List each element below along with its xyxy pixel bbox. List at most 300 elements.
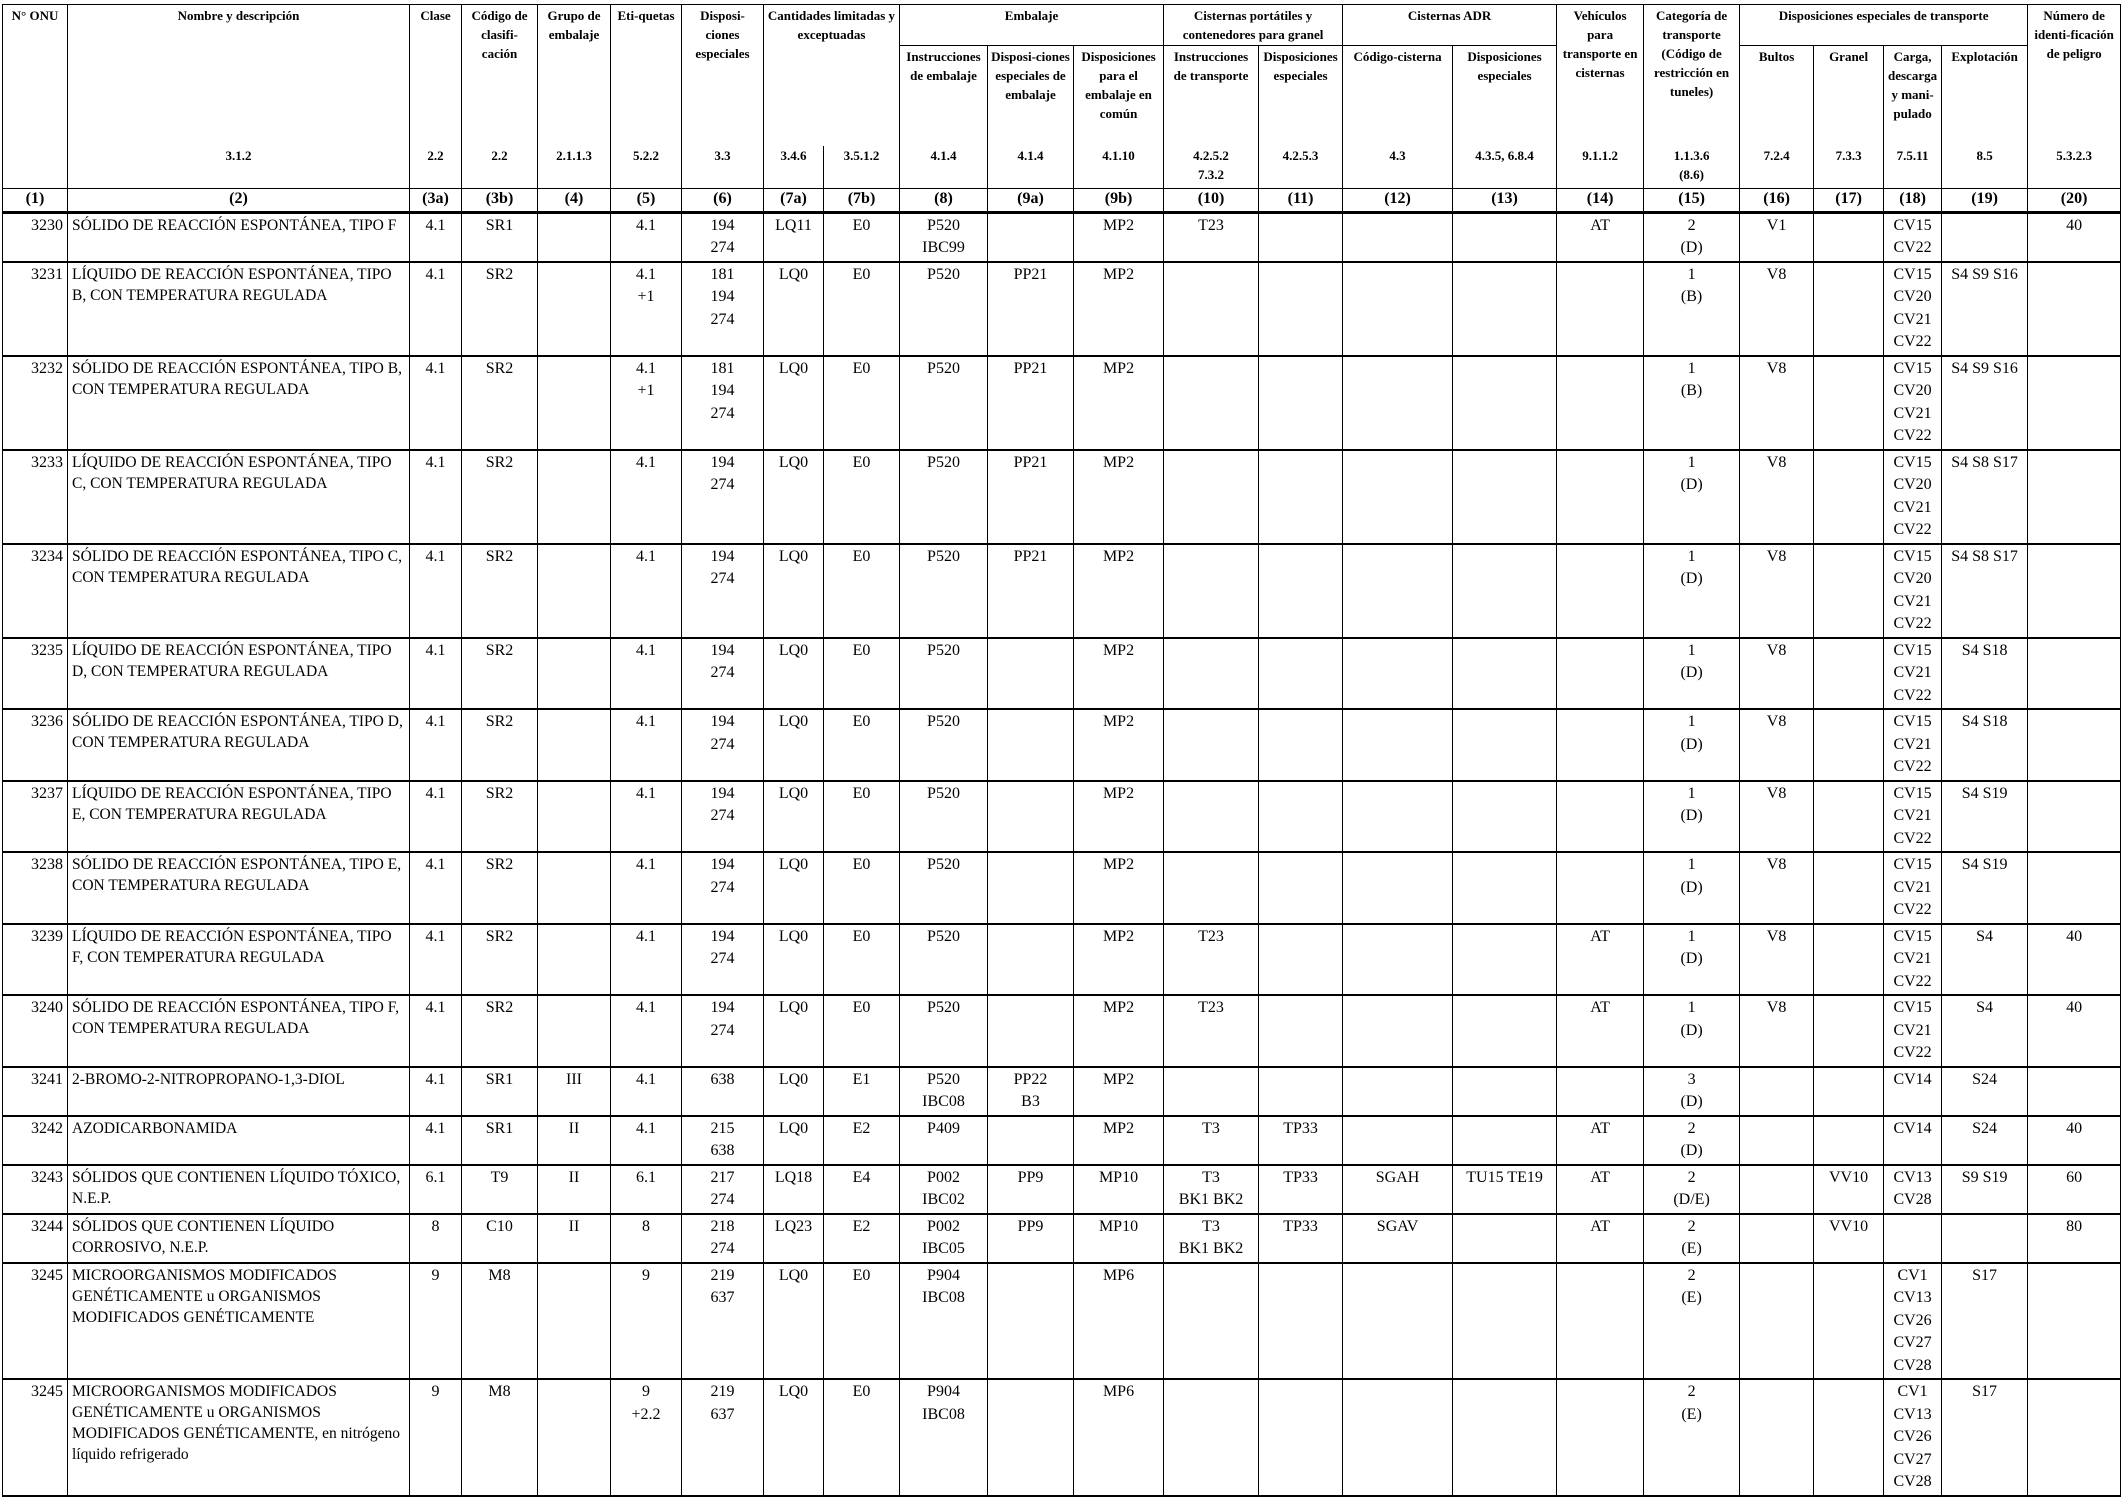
data-cell: P409 bbox=[900, 1116, 988, 1165]
data-cell: 194 274 bbox=[682, 450, 764, 544]
data-cell bbox=[1740, 1067, 1814, 1116]
data-cell: CV1 CV13 CV26 CV27 CV28 bbox=[1884, 1379, 1942, 1496]
data-cell bbox=[1259, 852, 1343, 924]
name-cell: SÓLIDO DE REACCIÓN ESPONTÁNEA, TIPO B, CON TEMPERATURA REGULADA bbox=[68, 356, 410, 450]
header-special-packing: Disposi-ciones especiales de embalaje bbox=[988, 46, 1074, 146]
data-cell bbox=[1164, 1263, 1259, 1380]
column-number-cell: (20) bbox=[2028, 188, 2121, 212]
data-cell: PP22 B3 bbox=[988, 1067, 1074, 1116]
data-cell: T23 bbox=[1164, 924, 1259, 996]
data-cell: LQ0 bbox=[764, 995, 824, 1067]
un-number-cell: 3237 bbox=[3, 781, 68, 853]
data-cell bbox=[1453, 262, 1557, 356]
data-cell bbox=[538, 1263, 611, 1380]
data-cell: V8 bbox=[1740, 356, 1814, 450]
data-cell: SR2 bbox=[462, 356, 538, 450]
data-cell: LQ0 bbox=[764, 1067, 824, 1116]
un-number-cell: 3245 bbox=[3, 1379, 68, 1496]
data-cell: M8 bbox=[462, 1263, 538, 1380]
data-cell: CV13 CV28 bbox=[1884, 1165, 1942, 1214]
data-cell: P002 IBC02 bbox=[900, 1165, 988, 1214]
name-cell: LÍQUIDO DE REACCIÓN ESPONTÁNEA, TIPO B, CON TEMPERATURA REGULADA bbox=[68, 262, 410, 356]
column-number-row bbox=[3, 188, 2121, 212]
data-cell bbox=[2028, 638, 2121, 710]
data-cell bbox=[1343, 1067, 1453, 1116]
data-cell bbox=[1814, 852, 1884, 924]
data-cell: 80 bbox=[2028, 1214, 2121, 1263]
data-cell: TP33 bbox=[1259, 1165, 1343, 1214]
data-cell bbox=[1259, 1263, 1343, 1380]
data-cell bbox=[1814, 212, 1884, 262]
header-packing-instructions: Instrucciones de embalaje bbox=[900, 46, 988, 146]
column-number-cell: (1) bbox=[3, 188, 68, 212]
data-cell: 194 274 bbox=[682, 995, 764, 1067]
data-cell bbox=[988, 212, 1074, 262]
data-cell bbox=[1343, 1116, 1453, 1165]
column-number-cell: (9a) bbox=[988, 188, 1074, 212]
reference-cell: 4.1.10 bbox=[1074, 146, 1164, 189]
data-cell bbox=[1259, 544, 1343, 638]
data-cell bbox=[1453, 212, 1557, 262]
data-cell bbox=[1814, 1116, 1884, 1165]
data-cell: S17 bbox=[1942, 1263, 2028, 1380]
data-cell bbox=[1259, 1067, 1343, 1116]
data-cell: S4 S19 bbox=[1942, 852, 2028, 924]
data-cell: 219 637 bbox=[682, 1379, 764, 1496]
table-body bbox=[3, 212, 2121, 1496]
data-cell: 4.1 bbox=[410, 1116, 462, 1165]
name-cell: LÍQUIDO DE REACCIÓN ESPONTÁNEA, TIPO E, CON TEMPERATURA REGULADA bbox=[68, 781, 410, 853]
un-number-cell: 3236 bbox=[3, 709, 68, 781]
data-cell bbox=[1814, 709, 1884, 781]
header-mixed-packing: Disposiciones para el embalaje en común bbox=[1074, 46, 1164, 146]
data-cell: CV15 CV21 CV22 bbox=[1884, 924, 1942, 996]
data-cell: CV15 CV21 CV22 bbox=[1884, 852, 1942, 924]
data-cell bbox=[1942, 1214, 2028, 1263]
data-cell bbox=[1343, 1263, 1453, 1380]
data-cell: 4.1 bbox=[410, 544, 462, 638]
name-cell: SÓLIDO DE REACCIÓN ESPONTÁNEA, TIPO F bbox=[68, 212, 410, 262]
data-cell bbox=[1343, 995, 1453, 1067]
data-cell: E2 bbox=[824, 1116, 900, 1165]
data-cell: LQ0 bbox=[764, 356, 824, 450]
data-cell: 60 bbox=[2028, 1165, 2121, 1214]
data-cell: 194 274 bbox=[682, 709, 764, 781]
data-cell: 1 (B) bbox=[1644, 262, 1740, 356]
data-cell: MP2 bbox=[1074, 212, 1164, 262]
data-cell: 2 (D/E) bbox=[1644, 1165, 1740, 1214]
data-cell: MP6 bbox=[1074, 1263, 1164, 1380]
data-cell bbox=[538, 781, 611, 853]
data-cell bbox=[1740, 1116, 1814, 1165]
data-cell bbox=[538, 995, 611, 1067]
data-cell: 4.1 bbox=[410, 852, 462, 924]
data-cell bbox=[1557, 1379, 1644, 1496]
data-cell bbox=[1557, 1263, 1644, 1380]
data-cell bbox=[2028, 781, 2121, 853]
data-cell: 1 (D) bbox=[1644, 709, 1740, 781]
table-row bbox=[3, 1116, 2121, 1165]
dangerous-goods-table bbox=[2, 4, 2121, 1497]
table-row bbox=[3, 924, 2121, 996]
data-cell: III bbox=[538, 1067, 611, 1116]
name-cell: 2-BROMO-2-NITROPROPANO-1,3-DIOL bbox=[68, 1067, 410, 1116]
data-cell bbox=[1343, 781, 1453, 853]
data-cell: P520 bbox=[900, 638, 988, 710]
data-cell: 1 (D) bbox=[1644, 450, 1740, 544]
data-cell bbox=[2028, 356, 2121, 450]
data-cell bbox=[988, 1116, 1074, 1165]
data-cell bbox=[2028, 1067, 2121, 1116]
name-cell: SÓLIDO DE REACCIÓN ESPONTÁNEA, TIPO F, CON TEMPERATURA REGULADA bbox=[68, 995, 410, 1067]
data-cell bbox=[1557, 709, 1644, 781]
data-cell bbox=[1164, 262, 1259, 356]
data-cell: PP9 bbox=[988, 1214, 1074, 1263]
data-cell bbox=[988, 1263, 1074, 1380]
data-cell: E2 bbox=[824, 1214, 900, 1263]
table-row bbox=[3, 544, 2121, 638]
header-pt-special: Disposiciones especiales bbox=[1259, 46, 1343, 146]
data-cell: SR2 bbox=[462, 709, 538, 781]
data-cell: 4.1 bbox=[611, 1067, 682, 1116]
data-cell: MP2 bbox=[1074, 638, 1164, 710]
data-cell: LQ0 bbox=[764, 709, 824, 781]
data-cell bbox=[1164, 544, 1259, 638]
un-number-cell: 3242 bbox=[3, 1116, 68, 1165]
data-cell: 6.1 bbox=[410, 1165, 462, 1214]
un-number-cell: 3243 bbox=[3, 1165, 68, 1214]
data-cell: 215 638 bbox=[682, 1116, 764, 1165]
un-number-cell: 3244 bbox=[3, 1214, 68, 1263]
data-cell: 40 bbox=[2028, 212, 2121, 262]
data-cell: PP9 bbox=[988, 1165, 1074, 1214]
data-cell: P520 bbox=[900, 852, 988, 924]
data-cell: V8 bbox=[1740, 262, 1814, 356]
data-cell bbox=[1453, 924, 1557, 996]
data-cell: V8 bbox=[1740, 709, 1814, 781]
reference-cell: 1.1.3.6 (8.6) bbox=[1644, 146, 1740, 189]
table-row bbox=[3, 1165, 2121, 1214]
data-cell: 4.1 bbox=[410, 450, 462, 544]
data-cell: 1 (D) bbox=[1644, 544, 1740, 638]
column-number-cell: (14) bbox=[1557, 188, 1644, 212]
data-cell bbox=[1453, 1263, 1557, 1380]
data-cell: 4.1 bbox=[410, 924, 462, 996]
data-cell: 194 274 bbox=[682, 781, 764, 853]
reference-cell: 3.3 bbox=[682, 146, 764, 189]
data-cell: LQ0 bbox=[764, 450, 824, 544]
data-cell bbox=[1259, 212, 1343, 262]
data-cell: E0 bbox=[824, 212, 900, 262]
column-number-cell: (18) bbox=[1884, 188, 1942, 212]
column-number-cell: (15) bbox=[1644, 188, 1740, 212]
data-cell bbox=[1343, 709, 1453, 781]
data-cell: E0 bbox=[824, 781, 900, 853]
data-cell: E0 bbox=[824, 995, 900, 1067]
un-number-cell: 3232 bbox=[3, 356, 68, 450]
data-cell bbox=[1343, 212, 1453, 262]
data-cell bbox=[1259, 356, 1343, 450]
data-cell: 4.1 bbox=[410, 638, 462, 710]
data-cell: V8 bbox=[1740, 995, 1814, 1067]
header-name: Nombre y descripción bbox=[68, 5, 410, 146]
name-cell: SÓLIDO DE REACCIÓN ESPONTÁNEA, TIPO E, CON TEMPERATURA REGULADA bbox=[68, 852, 410, 924]
data-cell: MP10 bbox=[1074, 1214, 1164, 1263]
data-cell bbox=[1453, 1116, 1557, 1165]
data-cell: 2 (E) bbox=[1644, 1379, 1740, 1496]
data-cell: LQ23 bbox=[764, 1214, 824, 1263]
data-cell bbox=[1942, 212, 2028, 262]
name-cell: SÓLIDO DE REACCIÓN ESPONTÁNEA, TIPO D, CON TEMPERATURA REGULADA bbox=[68, 709, 410, 781]
data-cell: LQ0 bbox=[764, 1116, 824, 1165]
data-cell: CV15 CV21 CV22 bbox=[1884, 709, 1942, 781]
header-special-transport: Disposiciones especiales de transporte bbox=[1740, 5, 2028, 46]
data-cell: P520 IBC99 bbox=[900, 212, 988, 262]
data-cell bbox=[1259, 781, 1343, 853]
un-number-cell: 3239 bbox=[3, 924, 68, 996]
column-number-cell: (3b) bbox=[462, 188, 538, 212]
data-cell: LQ0 bbox=[764, 1263, 824, 1380]
name-cell: MICROORGANISMOS MODIFICADOS GENÉTICAMENTE u ORGANISMOS MODIFICADOS GENÉTICAMENTE bbox=[68, 1263, 410, 1380]
data-cell: SR2 bbox=[462, 544, 538, 638]
data-cell bbox=[1259, 709, 1343, 781]
data-cell bbox=[1814, 995, 1884, 1067]
data-cell bbox=[1740, 1214, 1814, 1263]
data-cell: E0 bbox=[824, 450, 900, 544]
data-cell bbox=[988, 638, 1074, 710]
data-cell: 40 bbox=[2028, 924, 2121, 996]
header-pt-instructions: Instrucciones de transporte bbox=[1164, 46, 1259, 146]
data-cell bbox=[538, 709, 611, 781]
data-cell bbox=[1453, 638, 1557, 710]
table-row bbox=[3, 1214, 2121, 1263]
data-cell: 4.1 bbox=[410, 995, 462, 1067]
data-cell: 4.1 bbox=[410, 262, 462, 356]
data-cell: E1 bbox=[824, 1067, 900, 1116]
data-cell: MP2 bbox=[1074, 1067, 1164, 1116]
data-cell: 218 274 bbox=[682, 1214, 764, 1263]
data-cell bbox=[1453, 852, 1557, 924]
data-cell bbox=[1814, 781, 1884, 853]
data-cell: P520 bbox=[900, 544, 988, 638]
data-cell: S4 S8 S17 bbox=[1942, 544, 2028, 638]
data-cell: VV10 bbox=[1814, 1214, 1884, 1263]
data-cell: SGAH bbox=[1343, 1165, 1453, 1214]
data-cell: VV10 bbox=[1814, 1165, 1884, 1214]
data-cell bbox=[1164, 1379, 1259, 1496]
data-cell: MP2 bbox=[1074, 709, 1164, 781]
column-number-cell: (11) bbox=[1259, 188, 1343, 212]
data-cell: AT bbox=[1557, 212, 1644, 262]
data-cell bbox=[1343, 852, 1453, 924]
data-cell: 4.1 bbox=[611, 781, 682, 853]
data-cell: MP2 bbox=[1074, 781, 1164, 853]
data-cell: P520 IBC08 bbox=[900, 1067, 988, 1116]
data-cell: S4 S18 bbox=[1942, 638, 2028, 710]
data-cell: 638 bbox=[682, 1067, 764, 1116]
un-number-cell: 3231 bbox=[3, 262, 68, 356]
data-cell bbox=[1164, 450, 1259, 544]
data-cell: CV14 bbox=[1884, 1067, 1942, 1116]
column-number-cell: (6) bbox=[682, 188, 764, 212]
data-cell: CV15 CV20 CV21 CV22 bbox=[1884, 544, 1942, 638]
data-cell: P520 bbox=[900, 356, 988, 450]
data-cell: MP10 bbox=[1074, 1165, 1164, 1214]
data-cell bbox=[1164, 638, 1259, 710]
data-cell: S9 S19 bbox=[1942, 1165, 2028, 1214]
data-cell: E0 bbox=[824, 544, 900, 638]
data-cell: 4.1 bbox=[410, 1067, 462, 1116]
data-cell bbox=[1259, 450, 1343, 544]
reference-cell bbox=[3, 146, 68, 189]
name-cell: SÓLIDOS QUE CONTIENEN LÍQUIDO TÓXICO, N.E.P. bbox=[68, 1165, 410, 1214]
header-limited-excepted: Cantidades limitadas y exceptuadas bbox=[764, 5, 900, 146]
data-cell bbox=[1814, 356, 1884, 450]
data-cell bbox=[538, 212, 611, 262]
column-number-cell: (16) bbox=[1740, 188, 1814, 212]
data-cell: S4 S9 S16 bbox=[1942, 262, 2028, 356]
data-cell bbox=[538, 1379, 611, 1496]
data-cell: E0 bbox=[824, 709, 900, 781]
data-cell bbox=[1343, 638, 1453, 710]
data-cell: SR2 bbox=[462, 450, 538, 544]
data-cell: 9 bbox=[410, 1263, 462, 1380]
reference-cell: 4.1.4 bbox=[900, 146, 988, 189]
reference-row bbox=[3, 146, 2121, 189]
data-cell bbox=[1453, 995, 1557, 1067]
column-number-cell: (3a) bbox=[410, 188, 462, 212]
un-number-cell: 3230 bbox=[3, 212, 68, 262]
data-cell: S24 bbox=[1942, 1116, 2028, 1165]
data-cell bbox=[988, 781, 1074, 853]
data-cell bbox=[1164, 356, 1259, 450]
data-cell: 9 bbox=[410, 1379, 462, 1496]
name-cell: SÓLIDO DE REACCIÓN ESPONTÁNEA, TIPO C, CON TEMPERATURA REGULADA bbox=[68, 544, 410, 638]
header-class: Clase bbox=[410, 5, 462, 146]
data-cell: 1 (D) bbox=[1644, 852, 1740, 924]
data-cell: II bbox=[538, 1165, 611, 1214]
data-cell: V8 bbox=[1740, 924, 1814, 996]
data-cell: 4.1 bbox=[611, 709, 682, 781]
data-cell: 2 (D) bbox=[1644, 212, 1740, 262]
data-cell: TP33 bbox=[1259, 1116, 1343, 1165]
data-cell: 6.1 bbox=[611, 1165, 682, 1214]
table-row bbox=[3, 262, 2121, 356]
data-cell: SR2 bbox=[462, 995, 538, 1067]
data-cell bbox=[988, 852, 1074, 924]
name-cell: LÍQUIDO DE REACCIÓN ESPONTÁNEA, TIPO D, CON TEMPERATURA REGULADA bbox=[68, 638, 410, 710]
reference-cell: 7.5.11 bbox=[1884, 146, 1942, 189]
data-cell: SR2 bbox=[462, 781, 538, 853]
un-number-cell: 3245 bbox=[3, 1263, 68, 1380]
reference-cell: 3.4.6 bbox=[764, 146, 824, 189]
header-tank-code: Código-cisterna bbox=[1343, 46, 1453, 146]
data-cell: 4.1 +1 bbox=[611, 356, 682, 450]
data-cell: PP21 bbox=[988, 262, 1074, 356]
data-cell: 194 274 bbox=[682, 212, 764, 262]
data-cell bbox=[988, 995, 1074, 1067]
data-cell: LQ0 bbox=[764, 924, 824, 996]
data-cell bbox=[1453, 781, 1557, 853]
reference-cell: 7.3.3 bbox=[1814, 146, 1884, 189]
data-cell bbox=[1343, 544, 1453, 638]
data-cell: SR1 bbox=[462, 1116, 538, 1165]
data-cell: T3 BK1 BK2 bbox=[1164, 1165, 1259, 1214]
data-cell: 8 bbox=[410, 1214, 462, 1263]
data-cell: E0 bbox=[824, 852, 900, 924]
header-classification-code: Código de clasifi-cación bbox=[462, 5, 538, 146]
data-cell: 194 274 bbox=[682, 638, 764, 710]
data-cell: MP2 bbox=[1074, 852, 1164, 924]
data-cell bbox=[988, 709, 1074, 781]
data-cell: V8 bbox=[1740, 544, 1814, 638]
reference-cell: 4.2.5.3 bbox=[1259, 146, 1343, 189]
data-cell: CV15 CV20 CV21 CV22 bbox=[1884, 356, 1942, 450]
data-cell: 40 bbox=[2028, 1116, 2121, 1165]
data-cell bbox=[1343, 450, 1453, 544]
data-cell: V1 bbox=[1740, 212, 1814, 262]
data-cell: MP2 bbox=[1074, 356, 1164, 450]
data-cell: M8 bbox=[462, 1379, 538, 1496]
data-cell: 2 (E) bbox=[1644, 1263, 1740, 1380]
data-cell bbox=[538, 638, 611, 710]
table-row bbox=[3, 1263, 2121, 1380]
data-cell: SR2 bbox=[462, 638, 538, 710]
data-cell: E0 bbox=[824, 1379, 900, 1496]
data-cell bbox=[1740, 1263, 1814, 1380]
data-cell: 1 (D) bbox=[1644, 638, 1740, 710]
reference-cell: 3.1.2 bbox=[68, 146, 410, 189]
data-cell: 4.1 +1 bbox=[611, 262, 682, 356]
data-cell: MP2 bbox=[1074, 544, 1164, 638]
data-cell: 1 (D) bbox=[1644, 781, 1740, 853]
data-cell bbox=[1164, 1067, 1259, 1116]
data-cell bbox=[988, 1379, 1074, 1496]
data-cell bbox=[1453, 1379, 1557, 1496]
data-cell: 181 194 274 bbox=[682, 356, 764, 450]
data-cell: P520 bbox=[900, 995, 988, 1067]
data-cell: S4 S18 bbox=[1942, 709, 2028, 781]
header-vehicle-tank: Vehículos para transporte en cisternas bbox=[1557, 5, 1644, 146]
reference-cell: 5.2.2 bbox=[611, 146, 682, 189]
data-cell bbox=[1814, 924, 1884, 996]
table-row bbox=[3, 1067, 2121, 1116]
column-number-cell: (2) bbox=[68, 188, 410, 212]
data-cell: 181 194 274 bbox=[682, 262, 764, 356]
data-cell: LQ18 bbox=[764, 1165, 824, 1214]
data-cell: S17 bbox=[1942, 1379, 2028, 1496]
data-cell bbox=[2028, 1263, 2121, 1380]
data-cell bbox=[1557, 262, 1644, 356]
reference-cell: 8.5 bbox=[1942, 146, 2028, 189]
data-cell bbox=[538, 356, 611, 450]
data-cell: P904 IBC08 bbox=[900, 1263, 988, 1380]
data-cell: P002 IBC05 bbox=[900, 1214, 988, 1263]
data-cell: E0 bbox=[824, 262, 900, 356]
data-cell bbox=[1343, 1379, 1453, 1496]
data-cell: CV1 CV13 CV26 CV27 CV28 bbox=[1884, 1263, 1942, 1380]
data-cell: SGAV bbox=[1343, 1214, 1453, 1263]
header-tank-special: Disposiciones especiales bbox=[1453, 46, 1557, 146]
data-cell: CV15 CV21 CV22 bbox=[1884, 781, 1942, 853]
header-portable-tanks: Cisternas portátiles y contenedores para granel bbox=[1164, 5, 1343, 46]
data-cell: S24 bbox=[1942, 1067, 2028, 1116]
header-labels: Eti-quetas bbox=[611, 5, 682, 146]
header-un-no: N° ONU bbox=[3, 5, 68, 146]
name-cell: SÓLIDOS QUE CONTIENEN LÍQUIDO CORROSIVO, N.E.P. bbox=[68, 1214, 410, 1263]
header-hazard-id: Número de identi-ficación de peligro bbox=[2028, 5, 2121, 146]
data-cell bbox=[2028, 852, 2121, 924]
